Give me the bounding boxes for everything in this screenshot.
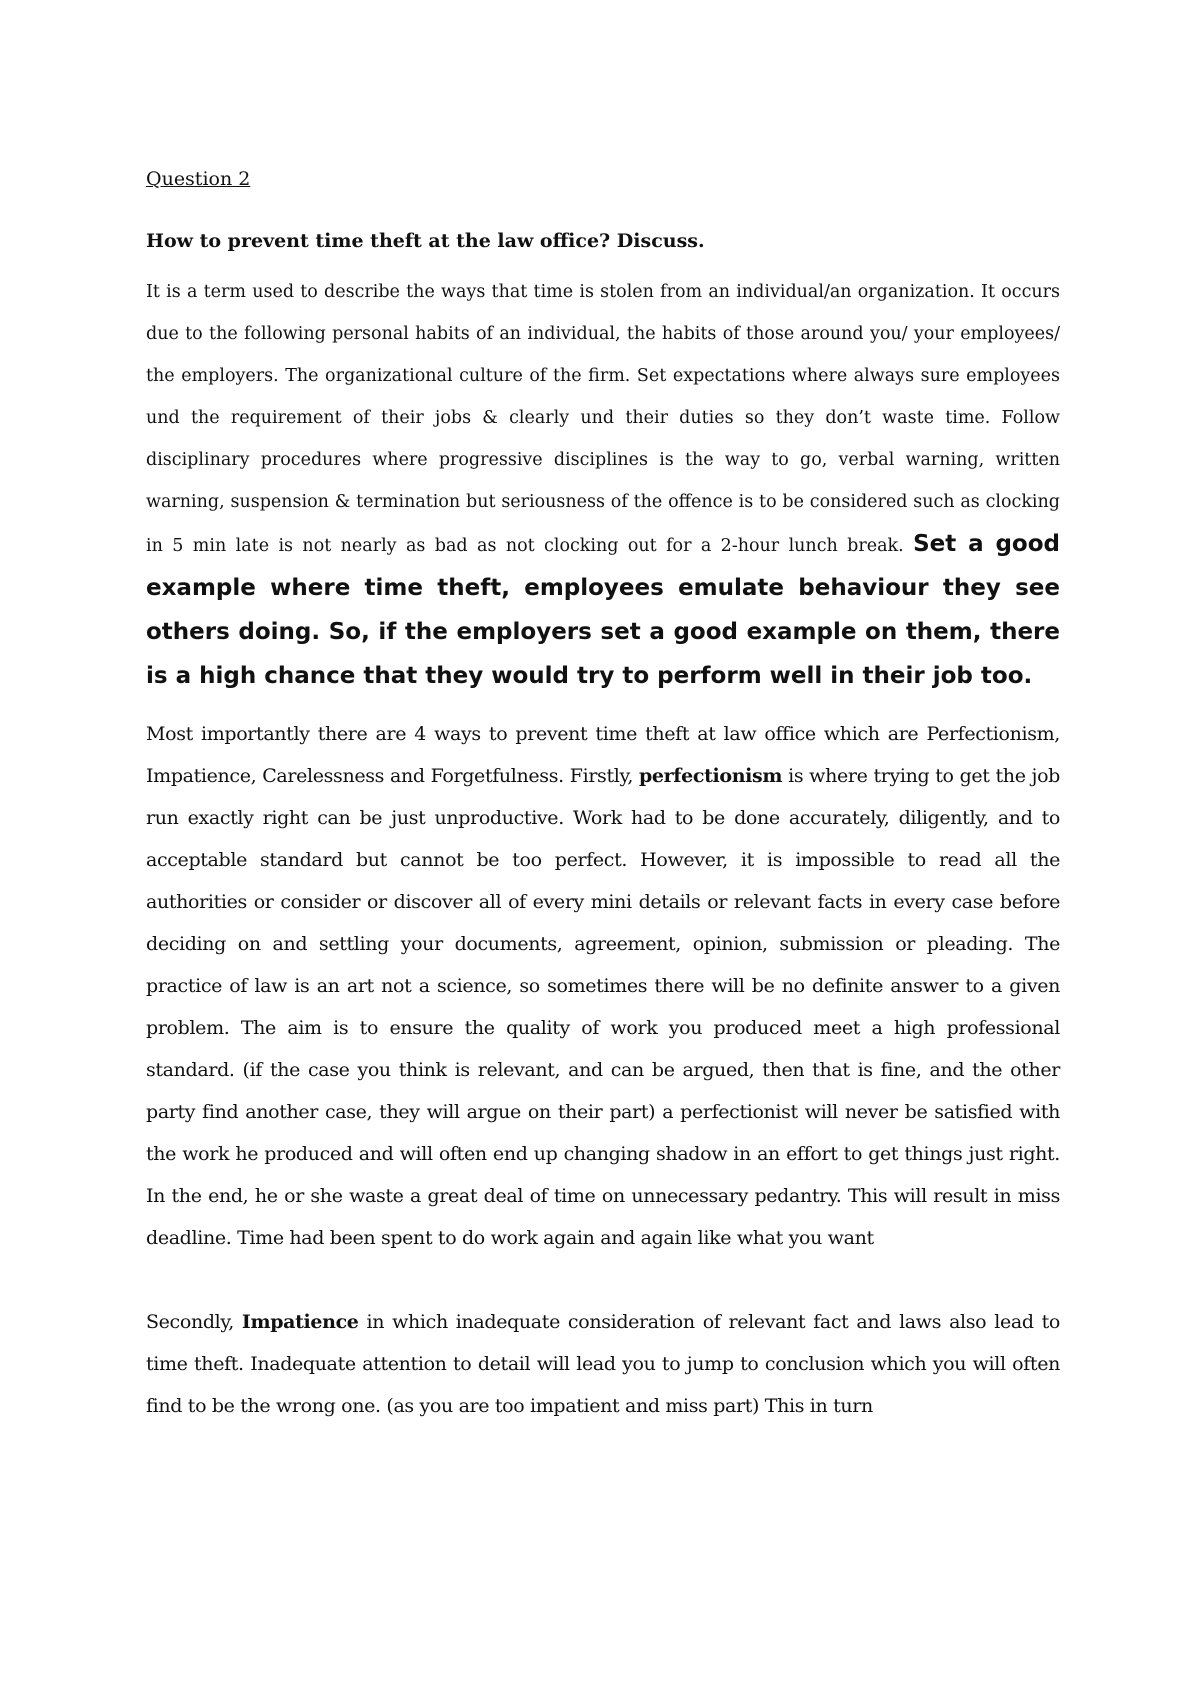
- paragraph-impatience-body: in which inadequate consideration of relevant fact and laws also lead to time theft. Inadequate attention to detail will lead you to jump to conclusion which you will often find to be the wrong one. (as you are too impatient and miss part) This in turn: [146, 1311, 1061, 1417]
- paragraph-intro-emphasis: Set a good example where time theft, employees emulate behaviour they see others doing. So, if the employers set a good example on them, there is a high chance that they would try to perform well in their job too.: [146, 531, 1060, 689]
- paragraph-impatience: [146, 1301, 1060, 1427]
- term-impatience: Impatience: [241, 1311, 359, 1333]
- paragraph-perfectionism-body: is where trying to get the job run exactly right can be just unproductive. Work had to be done accurately, diligently, and to acceptable standard but cannot be too perfect. However, it is impossible to read all the authorities or consider or discover all of every mini details or relevant facts in every case before deciding on and settling your documents, agreement, opinion, submission or pleading. The practice of law is an art not a science, so sometimes there will be no definite answer to a given problem. The aim is to ensure the quality of work you produced meet a high professional standard. (if the case you think is relevant, and can be argued, then that is fine, and the other party find another case, they will argue on their part) a perfectionist will never be satisfied with the work he produced and will often end up changing shadow in an effort to get things just right. In the end, he or she waste a great deal of time on unnecessary pedantry. This will result in miss deadline. Time had been spent to do work again and again like what you want: [146, 765, 1060, 1249]
- question-title: How to prevent time theft at the law office? Discuss.: [146, 230, 705, 252]
- term-perfectionism: perfectionism: [638, 765, 783, 787]
- document-page: [146, 168, 1060, 1427]
- paragraph-intro-text: It is a term used to describe the ways that time is stolen from an individual/an organization. It occurs due to the following personal habits of an individual, the habits of those around you/ your employees/ the employers. The organizational culture of the firm. Set expectations where always sure employees und the requirement of their jobs & clearly und their duties so they don’t waste time. Follow disciplinary procedures where progressive disciplines is the way to go, verbal warning, written warning, suspension & termination but seriousness of the offence is to be considered such as clocking in 5 min late is not nearly as bad as not clocking out for a 2-hour lunch break.: [146, 282, 1060, 556]
- paragraph-perfectionism-lead: Most importantly there are 4 ways to prevent time theft at law office which are Perfectionism, Impatience, Carelessness and Forgetfulness. Firstly,: [146, 723, 1060, 787]
- question-label: Question 2: [146, 168, 251, 190]
- paragraph-perfectionism: [146, 713, 1060, 1259]
- paragraph-impatience-lead: Secondly,: [146, 1311, 242, 1333]
- paragraph-intro: [146, 271, 1060, 699]
